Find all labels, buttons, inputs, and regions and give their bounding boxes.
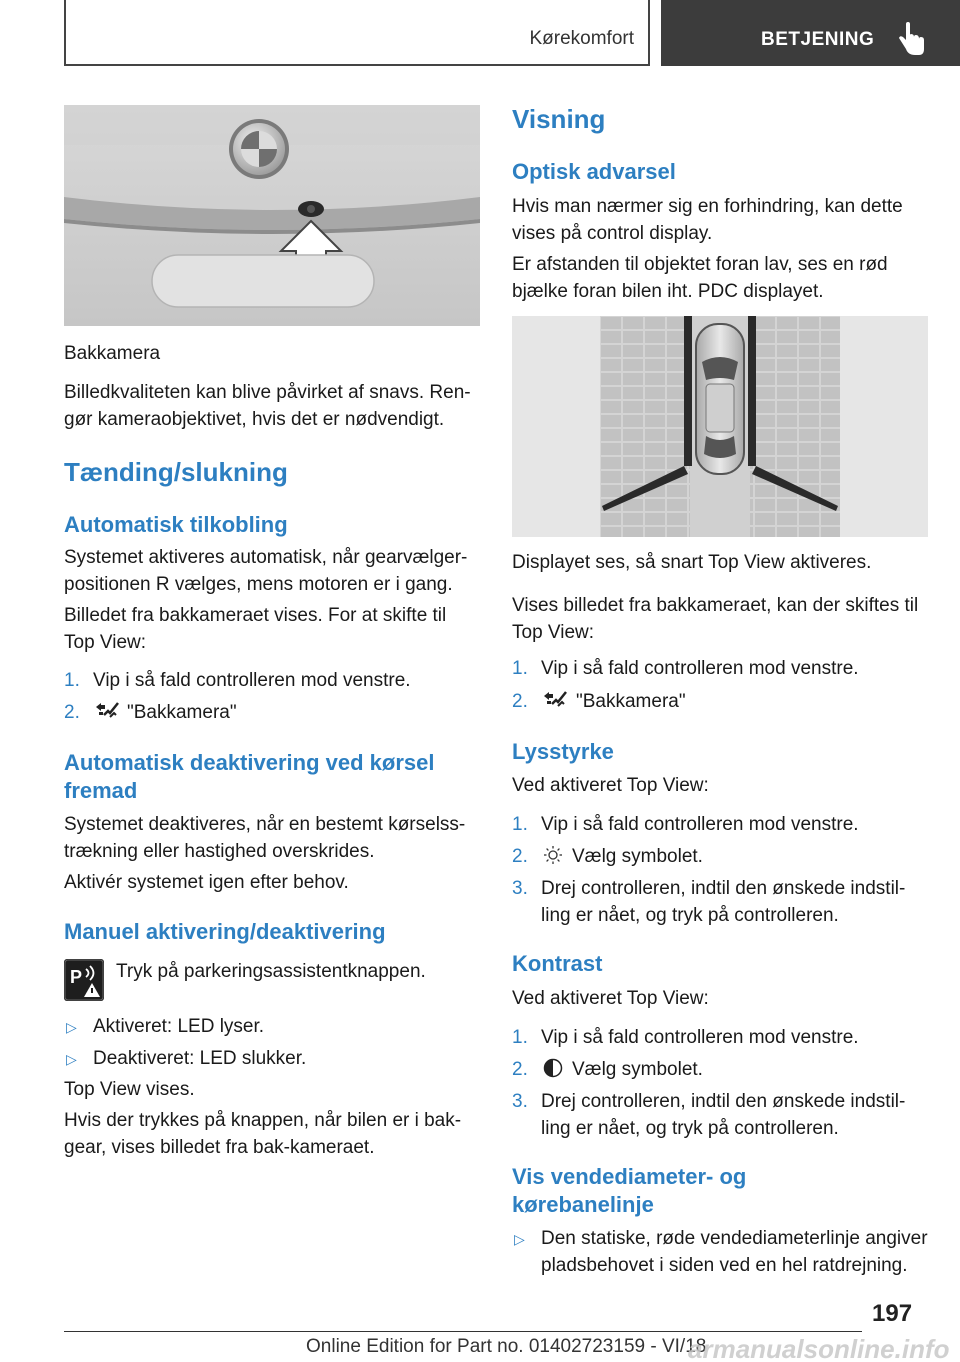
manual-text: Tryk på parkeringsassistentknappen. <box>116 961 426 982</box>
contrast-icon <box>543 1058 563 1078</box>
heading-automatic-on: Automatisk tilkobling <box>64 512 288 537</box>
step-number: 3. <box>512 1091 528 1112</box>
heading-switch-on-off: Tænding/slukning <box>64 457 288 487</box>
camera-reverse-icon <box>94 699 120 721</box>
heading-display: Visning <box>512 104 606 134</box>
contrast-intro: Ved aktiveret Top View: <box>512 988 709 1009</box>
bullet-triangle-icon: ▷ <box>66 1051 77 1067</box>
auto-on-text-2: positionen R vælges, mens motoren er i gang. <box>64 574 453 595</box>
bullet-text: Deaktiveret: LED slukker. <box>93 1048 307 1069</box>
parking-assistant-button-icon <box>64 959 104 1001</box>
heading-contrast: Kontrast <box>512 951 603 976</box>
step-text: Vip i så fald controlleren mod venstre. <box>541 814 859 835</box>
step-number: 1. <box>512 814 528 835</box>
header-chapter-title: BETJENING <box>761 29 875 50</box>
step-text-continued: ling er nået, og tryk på controlleren. <box>541 1118 839 1139</box>
header-section-title: Kørekomfort <box>529 28 634 49</box>
step-text: Drej controlleren, indtil den ønskede indstil‐ <box>541 878 906 899</box>
step-number: 1. <box>512 1027 528 1048</box>
svg-text:P: P <box>70 967 83 987</box>
step-number: 1. <box>512 658 528 679</box>
heading-brightness: Lysstyrke <box>512 739 614 764</box>
optical-text-4: bjælke foran bilen iht. PDC displayet. <box>512 281 824 302</box>
bullet-triangle-icon: ▷ <box>514 1231 525 1247</box>
step-text-continued: ling er nået, og tryk på controlleren. <box>541 905 839 926</box>
lines-bullet-text-1: Den statiske, røde vendediameterlinje angiver <box>541 1228 928 1249</box>
heading-manual: Manuel aktivering/deaktivering <box>64 919 386 944</box>
auto-on-text-4: Top View: <box>64 632 147 653</box>
optical-text-3: Er afstanden til objektet foran lav, ses en rød <box>512 254 888 275</box>
header-chapter-tab <box>661 0 960 66</box>
step-number: 2. <box>512 846 528 867</box>
brightness-intro: Ved aktiveret Top View: <box>512 775 709 796</box>
camera-caption: Bakkamera <box>64 343 161 364</box>
step-text: "Bakkamera" <box>576 691 686 712</box>
bullet-triangle-icon: ▷ <box>66 1019 77 1035</box>
step-number: 2. <box>64 702 80 723</box>
topview-shown-text: Top View vises. <box>64 1079 195 1100</box>
page-number: 197 <box>872 1300 913 1327</box>
step-text: Vælg symbolet. <box>572 846 703 867</box>
heading-lines-line-2: kørebanelinje <box>512 1192 654 1217</box>
quality-text-line-2: gør kameraobjektivet, hvis det er nødvendigt. <box>64 409 445 430</box>
step-text: Vælg symbolet. <box>572 1059 703 1080</box>
display-text-3: Top View: <box>512 622 595 643</box>
press-text-2: gear, vises billedet fra bak-kameraet. <box>64 1137 375 1158</box>
press-text-1: Hvis der trykkes på knappen, når bilen er i bak‐ <box>64 1110 462 1131</box>
pointing-hand-icon <box>897 22 927 58</box>
brightness-sun-icon <box>543 845 563 865</box>
camera-reverse-icon <box>542 688 568 710</box>
auto-off-text-1: Systemet deaktiveres, når en bestemt kørselss‐ <box>64 814 466 835</box>
step-number: 1. <box>64 670 80 691</box>
top-view-display-image <box>512 316 928 537</box>
auto-on-text-1: Systemet aktiveres automatisk, når gearvælger‐ <box>64 547 468 568</box>
rear-camera-photo <box>64 105 480 326</box>
step-text: Drej controlleren, indtil den ønskede indstil‐ <box>541 1091 906 1112</box>
heading-auto-off-line-1: Automatisk deaktivering ved kørsel <box>64 750 435 775</box>
optical-text-1: Hvis man nærmer sig en forhindring, kan dette <box>512 196 903 217</box>
auto-off-text-2: trækning eller hastighed overskrides. <box>64 841 375 862</box>
lines-bullet-text-2: pladsbehovet i siden ved en hel ratdrejning. <box>541 1255 908 1276</box>
heading-auto-off-line-2: fremad <box>64 778 138 803</box>
step-text: Vip i så fald controlleren mod venstre. <box>541 658 859 679</box>
heading-optical-warning: Optisk advarsel <box>512 159 676 184</box>
watermark: armanualsonline.info <box>688 1334 950 1362</box>
heading-lines-line-1: Vis vendediameter- og <box>512 1164 747 1189</box>
quality-text-line-1: Billedkvaliteten kan blive påvirket af snavs. Ren‐ <box>64 382 471 403</box>
step-number: 2. <box>512 1059 528 1080</box>
step-text: Vip i så fald controlleren mod venstre. <box>93 670 411 691</box>
step-number: 2. <box>512 691 528 712</box>
step-text: "Bakkamera" <box>127 702 237 723</box>
bullet-text: Aktiveret: LED lyser. <box>93 1016 265 1037</box>
step-text: Vip i så fald controlleren mod venstre. <box>541 1027 859 1048</box>
display-text-1: Displayet ses, så snart Top View aktiveres. <box>512 552 872 573</box>
optical-text-2: vises på control display. <box>512 223 713 244</box>
header-section-box <box>64 0 650 66</box>
display-text-2: Vises billedet fra bakkameraet, kan der skiftes til <box>512 595 919 616</box>
auto-on-text-3: Billedet fra bakkameraet vises. For at skifte til <box>64 605 447 626</box>
footer-edition: Online Edition for Part no. 01402723159 - VI/18 <box>306 1336 707 1357</box>
footer-divider <box>64 1331 862 1332</box>
step-number: 3. <box>512 878 528 899</box>
auto-off-text-3: Aktivér systemet igen efter behov. <box>64 872 349 893</box>
